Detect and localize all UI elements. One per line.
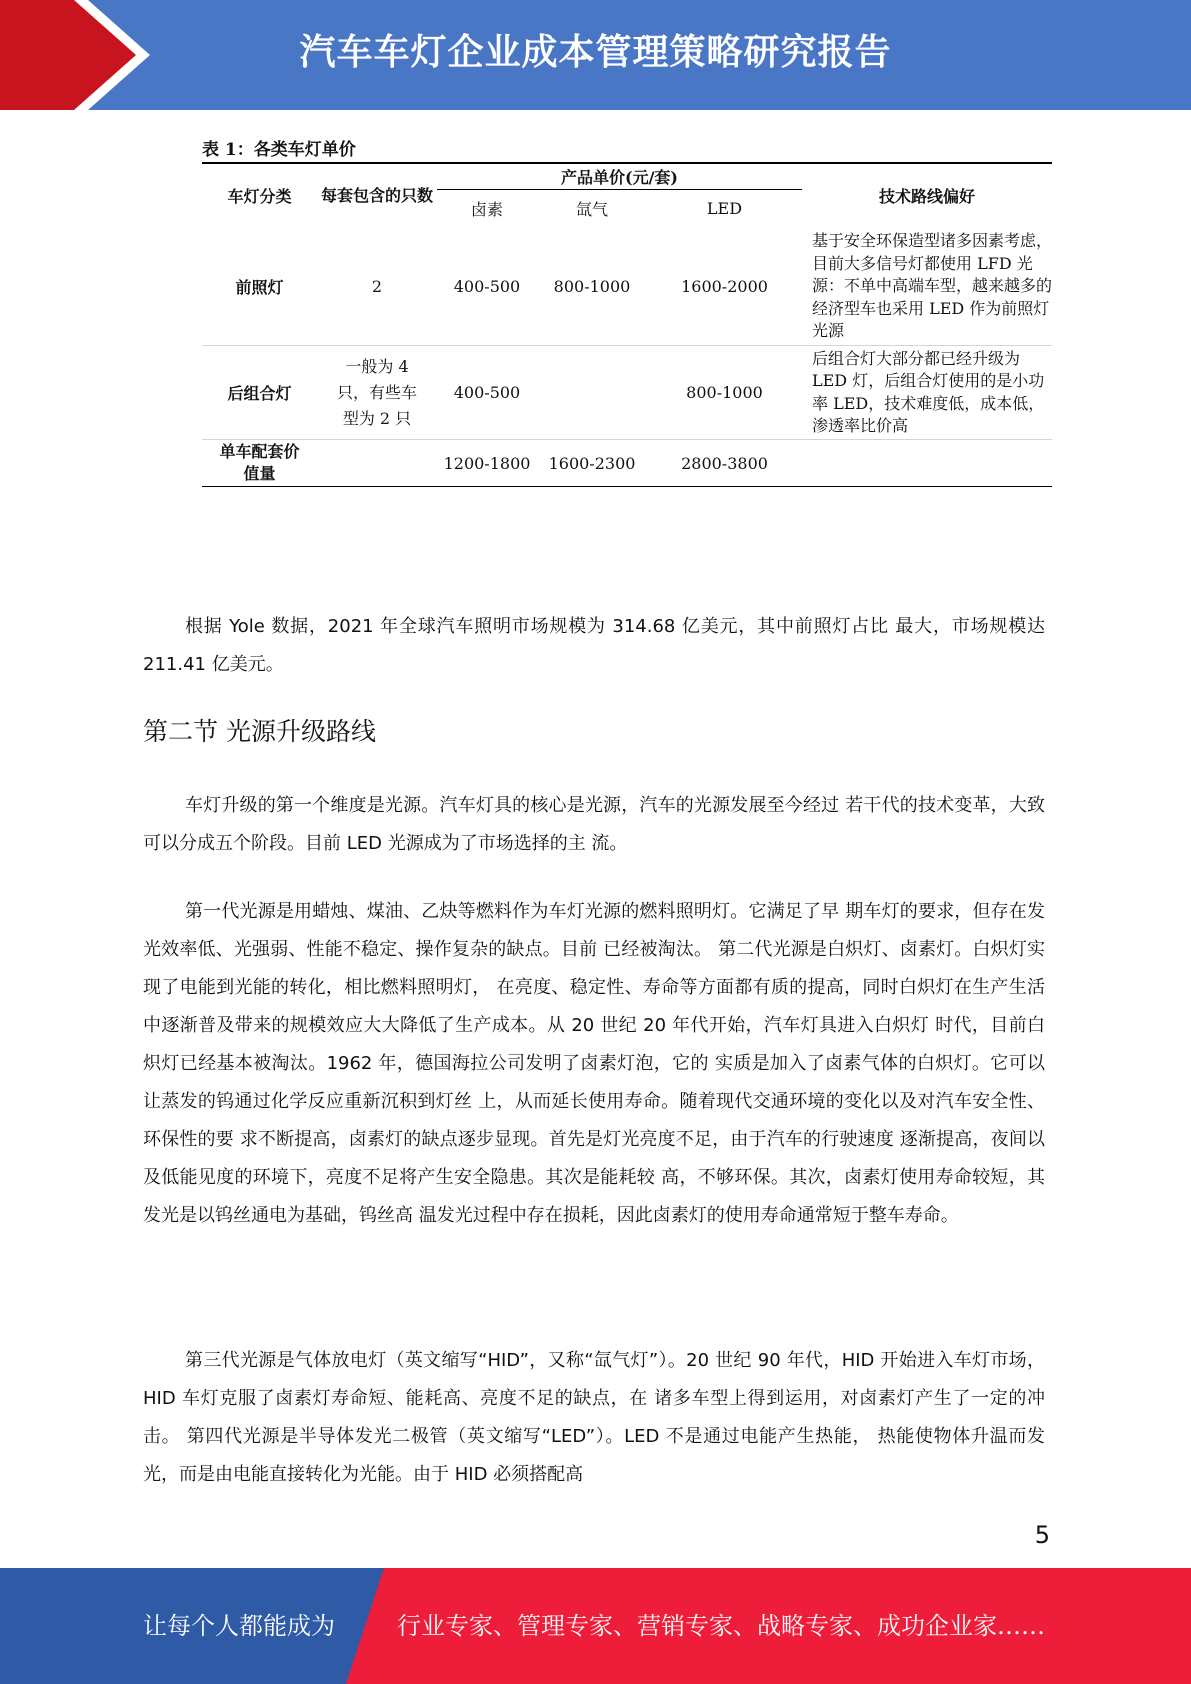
row-tech: 后组合灯大部分都已经升级为 LED 灯，后组合灯使用的是小功率 LED，技术难度低，成本低，渗透率比价高: [802, 346, 1052, 440]
header-category: 车灯分类: [202, 163, 317, 228]
page-number: 5: [1034, 1521, 1050, 1549]
paragraph-third-fourth-gen: 第三代光源是气体放电灯（英文缩写“HID”，又称“氙气灯”）。20 世纪 90 年代，HID 开始进入车灯市场， HID 车灯克服了卤素灯寿命短、能耗高、亮度不足的缺点，在 诸多车型上得到运用，对卤素灯产生了一定的冲击。 第四代光源是半导体发光二极管（英文缩写“LED”）。LED 不是通过电能产生热能， 热能使物体升温而发光，而是由电能直接转化为光能。由于 HID 必须搭配高: [143, 1350, 1045, 1485]
row-led: 800-1000: [647, 346, 802, 440]
paragraph-first-second-gen: 第一代光源是用蜡烛、煤油、乙炔等燃料作为车灯光源的燃料照明灯。它满足了早 期车灯的要求，但存在发光效率低、光强弱、性能不稳定、操作复杂的缺点。目前 已经被淘汰。 第二代光源是白炽灯、卤素灯。白炽灯实现了电能到光能的转化，相比燃料照明灯， 在亮度、稳定性、寿命等方面都有质的提高，同时白炽灯在生产生活中逐渐普及带来的规模效应大大降低了生产成本。从 20 世纪 20 年代开始，汽车灯具进入白炽灯 时代，目前白炽灯已经基本被淘汰。1962 年，德国海拉公司发明了卤素灯泡，它的 实质是加入了卤素气体的白炽灯。它可以让蒸发的钨通过化学反应重新沉积到灯丝 上，从而延长使用寿命。随着现代交通环境的变化以及对汽车安全性、环保性的要 求不断提高，卤素灯的缺点逐步显现。首先是灯光亮度不足，由于汽车的行驶速度 逐渐提高，夜间以及低能见度的环境下，亮度不足将产生安全隐患。其次是能耗较 高，不够环保。其次，卤素灯使用寿命较短，其发光是以钨丝通电为基础，钨丝高 温发光过程中存在损耗，因此卤素灯的使用寿命通常短于整车寿命。: [143, 901, 1045, 1226]
header-price-group: 产品单价(元/套): [437, 163, 802, 189]
row-halogen: 1200-1800: [437, 440, 537, 487]
report-title: 汽车车灯企业成本管理策略研究报告: [299, 32, 892, 73]
row-xenon: [537, 346, 647, 440]
row-category: 单车配套价值量: [202, 440, 317, 487]
row-led: 1600-2000: [647, 228, 802, 346]
price-table: [202, 162, 1052, 487]
price-table-section: [202, 138, 1052, 487]
page-header: [0, 0, 1191, 110]
row-xenon: 1600-2300: [537, 440, 647, 487]
row-halogen: 400-500: [437, 228, 537, 346]
header-halogen: 卤素: [437, 189, 537, 228]
header-xenon: 氙气: [537, 189, 647, 228]
row-count: [317, 440, 437, 487]
footer-slogan-right: 行业专家、管理专家、营销专家、战略专家、成功企业家……: [397, 1612, 1045, 1640]
row-led: 2800-3800: [647, 440, 802, 487]
row-tech: [802, 440, 1052, 487]
paragraph-light-source-intro: 车灯升级的第一个维度是光源。汽车灯具的核心是光源，汽车的光源发展至今经过 若干代的技术变革，大致可以分成五个阶段。目前 LED 光源成为了市场选择的主 流。: [143, 795, 1045, 854]
page-footer: [0, 1568, 1191, 1684]
row-category: 前照灯: [202, 228, 317, 346]
footer-slogan-left: 让每个人都能成为: [143, 1612, 335, 1640]
paragraph-market-size: 根据 Yole 数据，2021 年全球汽车照明市场规模为 314.68 亿美元，其中前照灯占比 最大，市场规模达 211.41 亿美元。: [143, 616, 1045, 675]
row-count: 一般为 4 只，有些车型为 2 只: [317, 346, 437, 440]
row-count: 2: [317, 228, 437, 346]
row-halogen: 400-500: [437, 346, 537, 440]
header-led: LED: [647, 189, 802, 228]
table-caption: 表 1：各类车灯单价: [202, 140, 356, 160]
section-title: 第二节 光源升级路线: [143, 717, 376, 746]
header-tech: 技术路线偏好: [802, 163, 1052, 228]
table-row: [202, 346, 1052, 440]
row-category: 后组合灯: [202, 346, 317, 440]
table-row: [202, 440, 1052, 487]
row-xenon: 800-1000: [537, 228, 647, 346]
header-count: 每套包含的只数: [317, 163, 437, 228]
table-row: [202, 228, 1052, 346]
row-tech: 基于安全环保造型诸多因素考虑，目前大多信号灯都使用 LFD 光源：不单中高端车型，越来越多的经济型车也采用 LED 作为前照灯光源: [802, 228, 1052, 346]
